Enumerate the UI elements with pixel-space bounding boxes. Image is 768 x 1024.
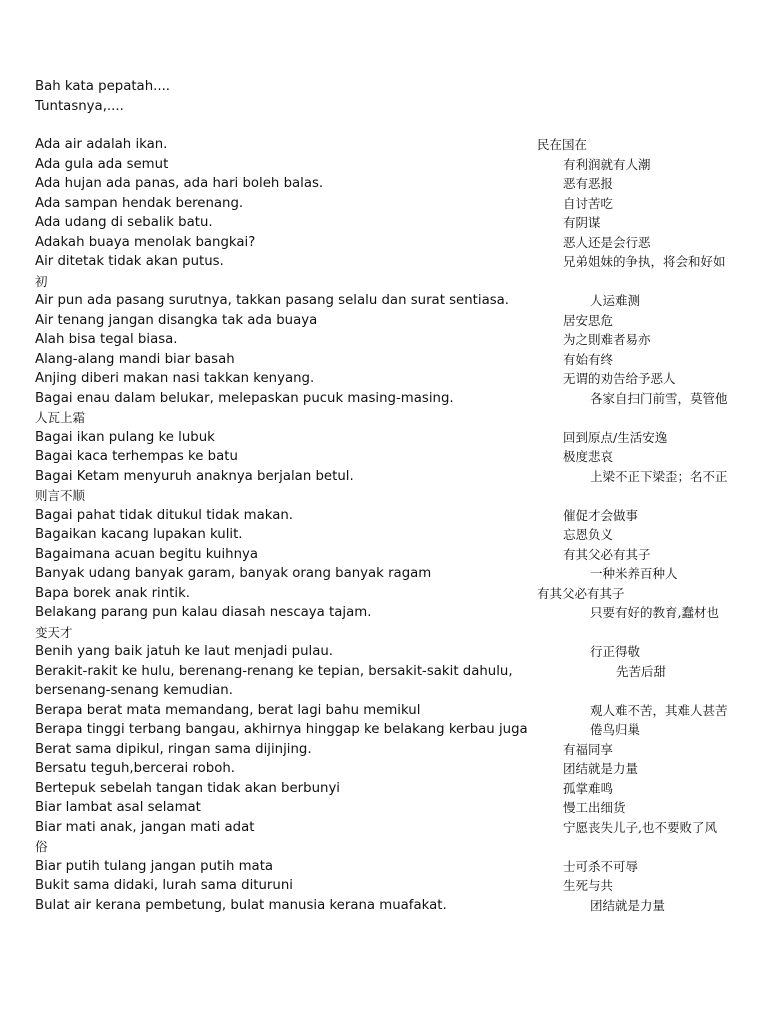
malay-proverb: Berat sama dipikul, ringan sama dijinjing. [35,741,312,757]
chinese-meaning: 无谓的劝告给予恶人 [563,371,676,386]
malay-proverb: Ada air adalah ikan. [35,137,168,152]
malay-proverb: Belakang parang pun kalau diasah nescaya tajam. [35,605,372,620]
chinese-continuation: 变天才 [35,624,73,640]
chinese-meaning: 观人难不苦，其难人甚苦 [590,702,728,718]
malay-proverb: Air ditetak tidak akan putus. [35,254,224,269]
chinese-meaning: 民在国在 [537,137,588,152]
malay-proverb: Ada sampan hendak berenang. [35,195,244,211]
chinese-meaning: 居安思危 [563,312,614,328]
chinese-meaning: 各家自扫门前雪，莫管他 [590,390,728,406]
chinese-meaning: 为之則难者易亦 [563,332,651,347]
chinese-meaning: 一种米养百种人 [590,566,678,581]
chinese-meaning: 人运难测 [590,293,641,308]
malay-proverb: Banyak udang banyak garam, banyak orang banyak ragam [35,566,432,581]
malay-proverb: Ada hujan ada panas, ada hari boleh balas. [35,176,324,191]
malay-proverb: bersenang-senang kemudian. [35,683,233,698]
chinese-meaning: 慢工出细货 [563,800,626,815]
malay-proverb: Alah bisa tegal biasa. [35,332,178,347]
chinese-meaning: 兄弟姐妹的争执，将会和好如 [563,254,726,269]
malay-proverb: Biar lambat asal selamat [35,800,201,815]
malay-proverb: Bagai pahat tidak ditukul tidak makan. [35,507,294,523]
chinese-meaning: 忘恩负义 [563,527,614,542]
chinese-continuation: 俗 [35,839,48,854]
malay-proverb: Bertepuk sebelah tangan tidak akan berbunyi [35,780,341,796]
chinese-meaning: 只要有好的教育,蠢材也 [590,605,719,620]
malay-proverb: Bagai ikan pulang ke lubuk [35,429,215,445]
chinese-continuation: 则言不顺 [35,488,86,503]
chinese-meaning: 回到原点/生活安逸 [563,429,668,445]
chinese-meaning: 有福同享 [563,741,614,757]
malay-proverb: Air tenang jangan disangka tak ada buaya [35,312,318,328]
malay-proverb: Anjing diberi makan nasi takkan kenyang. [35,371,315,386]
chinese-meaning: 上梁不正下梁歪；名不正 [590,468,728,484]
malay-proverb: Berapa berat mata memandang, berat lagi bahu memikul [35,702,421,718]
malay-proverb: Bagaimana acuan begitu kuihnya [35,546,259,562]
chinese-meaning: 有始有终 [563,351,614,367]
malay-proverb: Biar mati anak, jangan mati adat [35,819,255,835]
chinese-meaning: 有利润就有人潮 [563,156,651,172]
chinese-meaning: 士可杀不可辱 [563,858,639,874]
malay-proverb: Bagaikan kacang lupakan kulit. [35,527,243,542]
malay-proverb: Bersatu teguh,bercerai roboh. [35,761,235,776]
malay-proverb: Bulat air kerana pembetung, bulat manusia kerana muafakat. [35,897,447,913]
malay-proverb: Ada gula ada semut [35,156,169,172]
malay-proverb: Bagai Ketam menyuruh anaknya berjalan betul. [35,468,354,484]
chinese-meaning: 生死与共 [563,878,614,893]
malay-proverb: Berakit-rakit ke hulu, berenang-renang ke tepian, bersakit-sakit dahulu, [35,663,513,679]
malay-proverb: Ada udang di sebalik batu. [35,215,213,230]
malay-proverb: Bagai kaca terhempas ke batu [35,449,238,464]
malay-proverb: Berapa tinggi terbang bangau, akhirnya hinggap ke belakang kerbau juga [35,722,528,737]
chinese-meaning: 宁愿丧失儿子,也不要败了风 [563,819,717,835]
chinese-meaning: 有其父必有其子 [563,546,651,562]
chinese-meaning: 先苦后甜 [616,663,667,679]
malay-proverb: Biar putih tulang jangan putih mata [35,858,274,874]
malay-proverb: Bukit sama didaki, lurah sama dituruni [35,878,293,893]
malay-proverb: Benih yang baik jatuh ke laut menjadi pulau. [35,644,334,659]
chinese-meaning: 团结就是力量 [563,761,639,776]
chinese-continuation: 人瓦上霜 [35,410,86,425]
chinese-meaning: 团结就是力量 [590,897,666,913]
chinese-meaning: 恶有恶报 [563,176,614,191]
chinese-meaning: 有阴谋 [563,215,601,230]
chinese-meaning: 行正得敬 [590,644,641,659]
chinese-continuation: 初 [35,273,48,289]
chinese-meaning: 恶人还是会行恶 [563,234,651,250]
chinese-meaning: 倦鸟归巢 [590,722,641,737]
malay-proverb: Bapa borek anak rintik. [35,585,191,601]
intro-line: Tuntasnya,.... [35,98,124,114]
malay-proverb: Bagai enau dalam belukar, melepaskan pucuk masing-masing. [35,390,454,406]
chinese-meaning: 极度悲哀 [563,449,614,464]
malay-proverb: Adakah buaya menolak bangkai? [35,234,256,250]
malay-proverb: Alang-alang mandi biar basah [35,351,235,367]
chinese-meaning: 催促才会做事 [563,507,639,523]
chinese-meaning: 有其父必有其子 [537,585,625,601]
malay-proverb: Air pun ada pasang surutnya, takkan pasang selalu dan surat sentiasa. [35,293,510,308]
intro-line: Bah kata pepatah.... [35,79,171,94]
chinese-meaning: 自讨苦吃 [563,195,614,211]
chinese-meaning: 孤掌难鸣 [563,780,614,796]
